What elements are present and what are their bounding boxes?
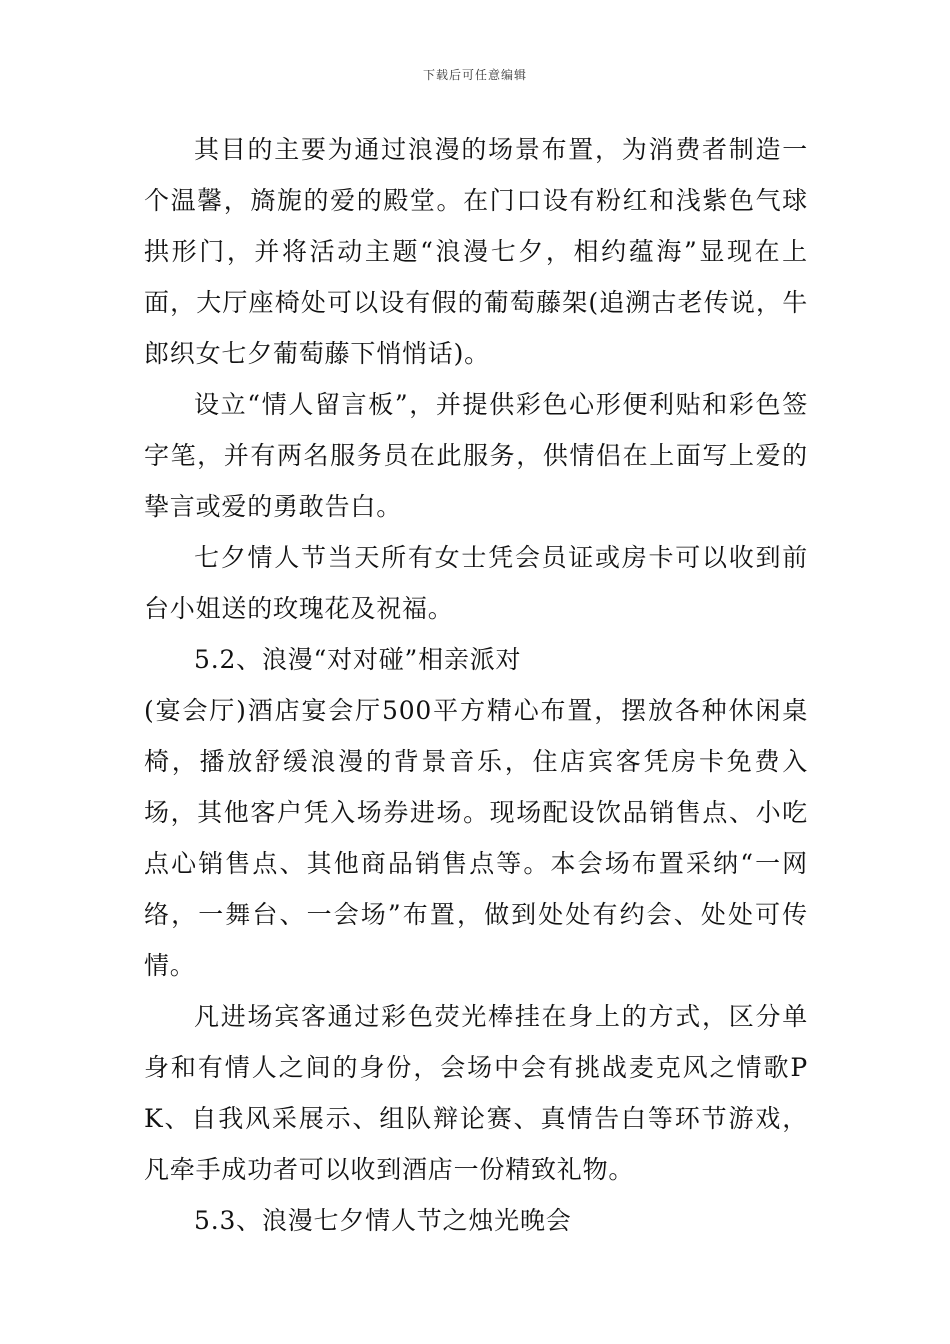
paragraph-roses: 七夕情人节当天所有女士凭会员证或房卡可以收到前台小姐送的玫瑰花及祝福。 [144,543,808,623]
section-heading-5-2: 5.2、浪漫“对对碰”相亲派对 [194,645,522,674]
paragraph-games: 凡进场宾客通过彩色荧光棒挂在身上的方式，区分单身和有情人之间的身份，会场中会有挑战麦克风之情歌PK、自我风采展示、组队辩论赛、真情告白等环节游戏，凡牵手成功者可以收到酒店一份精致礼物。 [144,1002,808,1184]
paragraph-scene-layout: 其目的主要为通过浪漫的场景布置，为消费者制造一个温馨，旖旎的爱的殿堂。在门口设有粉红和浅紫色气球拱形门，并将活动主题“浪漫七夕，相约蕴海”显现在上面，大厅座椅处可以设有假的葡萄藤架(追溯古老传说，牛郎织女七夕葡萄藤下悄悄话)。 [144,135,808,368]
paragraph-banquet-hall: (宴会厅)酒店宴会厅500平方精心布置，摆放各种休闲桌椅，播放舒缓浪漫的背景音乐，住店宾客凭房卡免费入场，其他客户凭入场券进场。现场配设饮品销售点、小吃点心销售点、其他商品销售点等。本会场布置采纳“一网络，一舞台、一会场”布置，做到处处有约会、处处可传情。 [144,696,808,980]
section-heading-5-3: 5.3、浪漫七夕情人节之烛光晚会 [194,1206,572,1235]
document-body [144,124,808,1246]
header-note: 下载后可任意编辑 [422,68,527,82]
paragraph-message-board: 设立“情人留言板”，并提供彩色心形便利贴和彩色签字笔，并有两名服务员在此服务，供情侣在上面写上爱的挚言或爱的勇敢告白。 [144,390,808,521]
